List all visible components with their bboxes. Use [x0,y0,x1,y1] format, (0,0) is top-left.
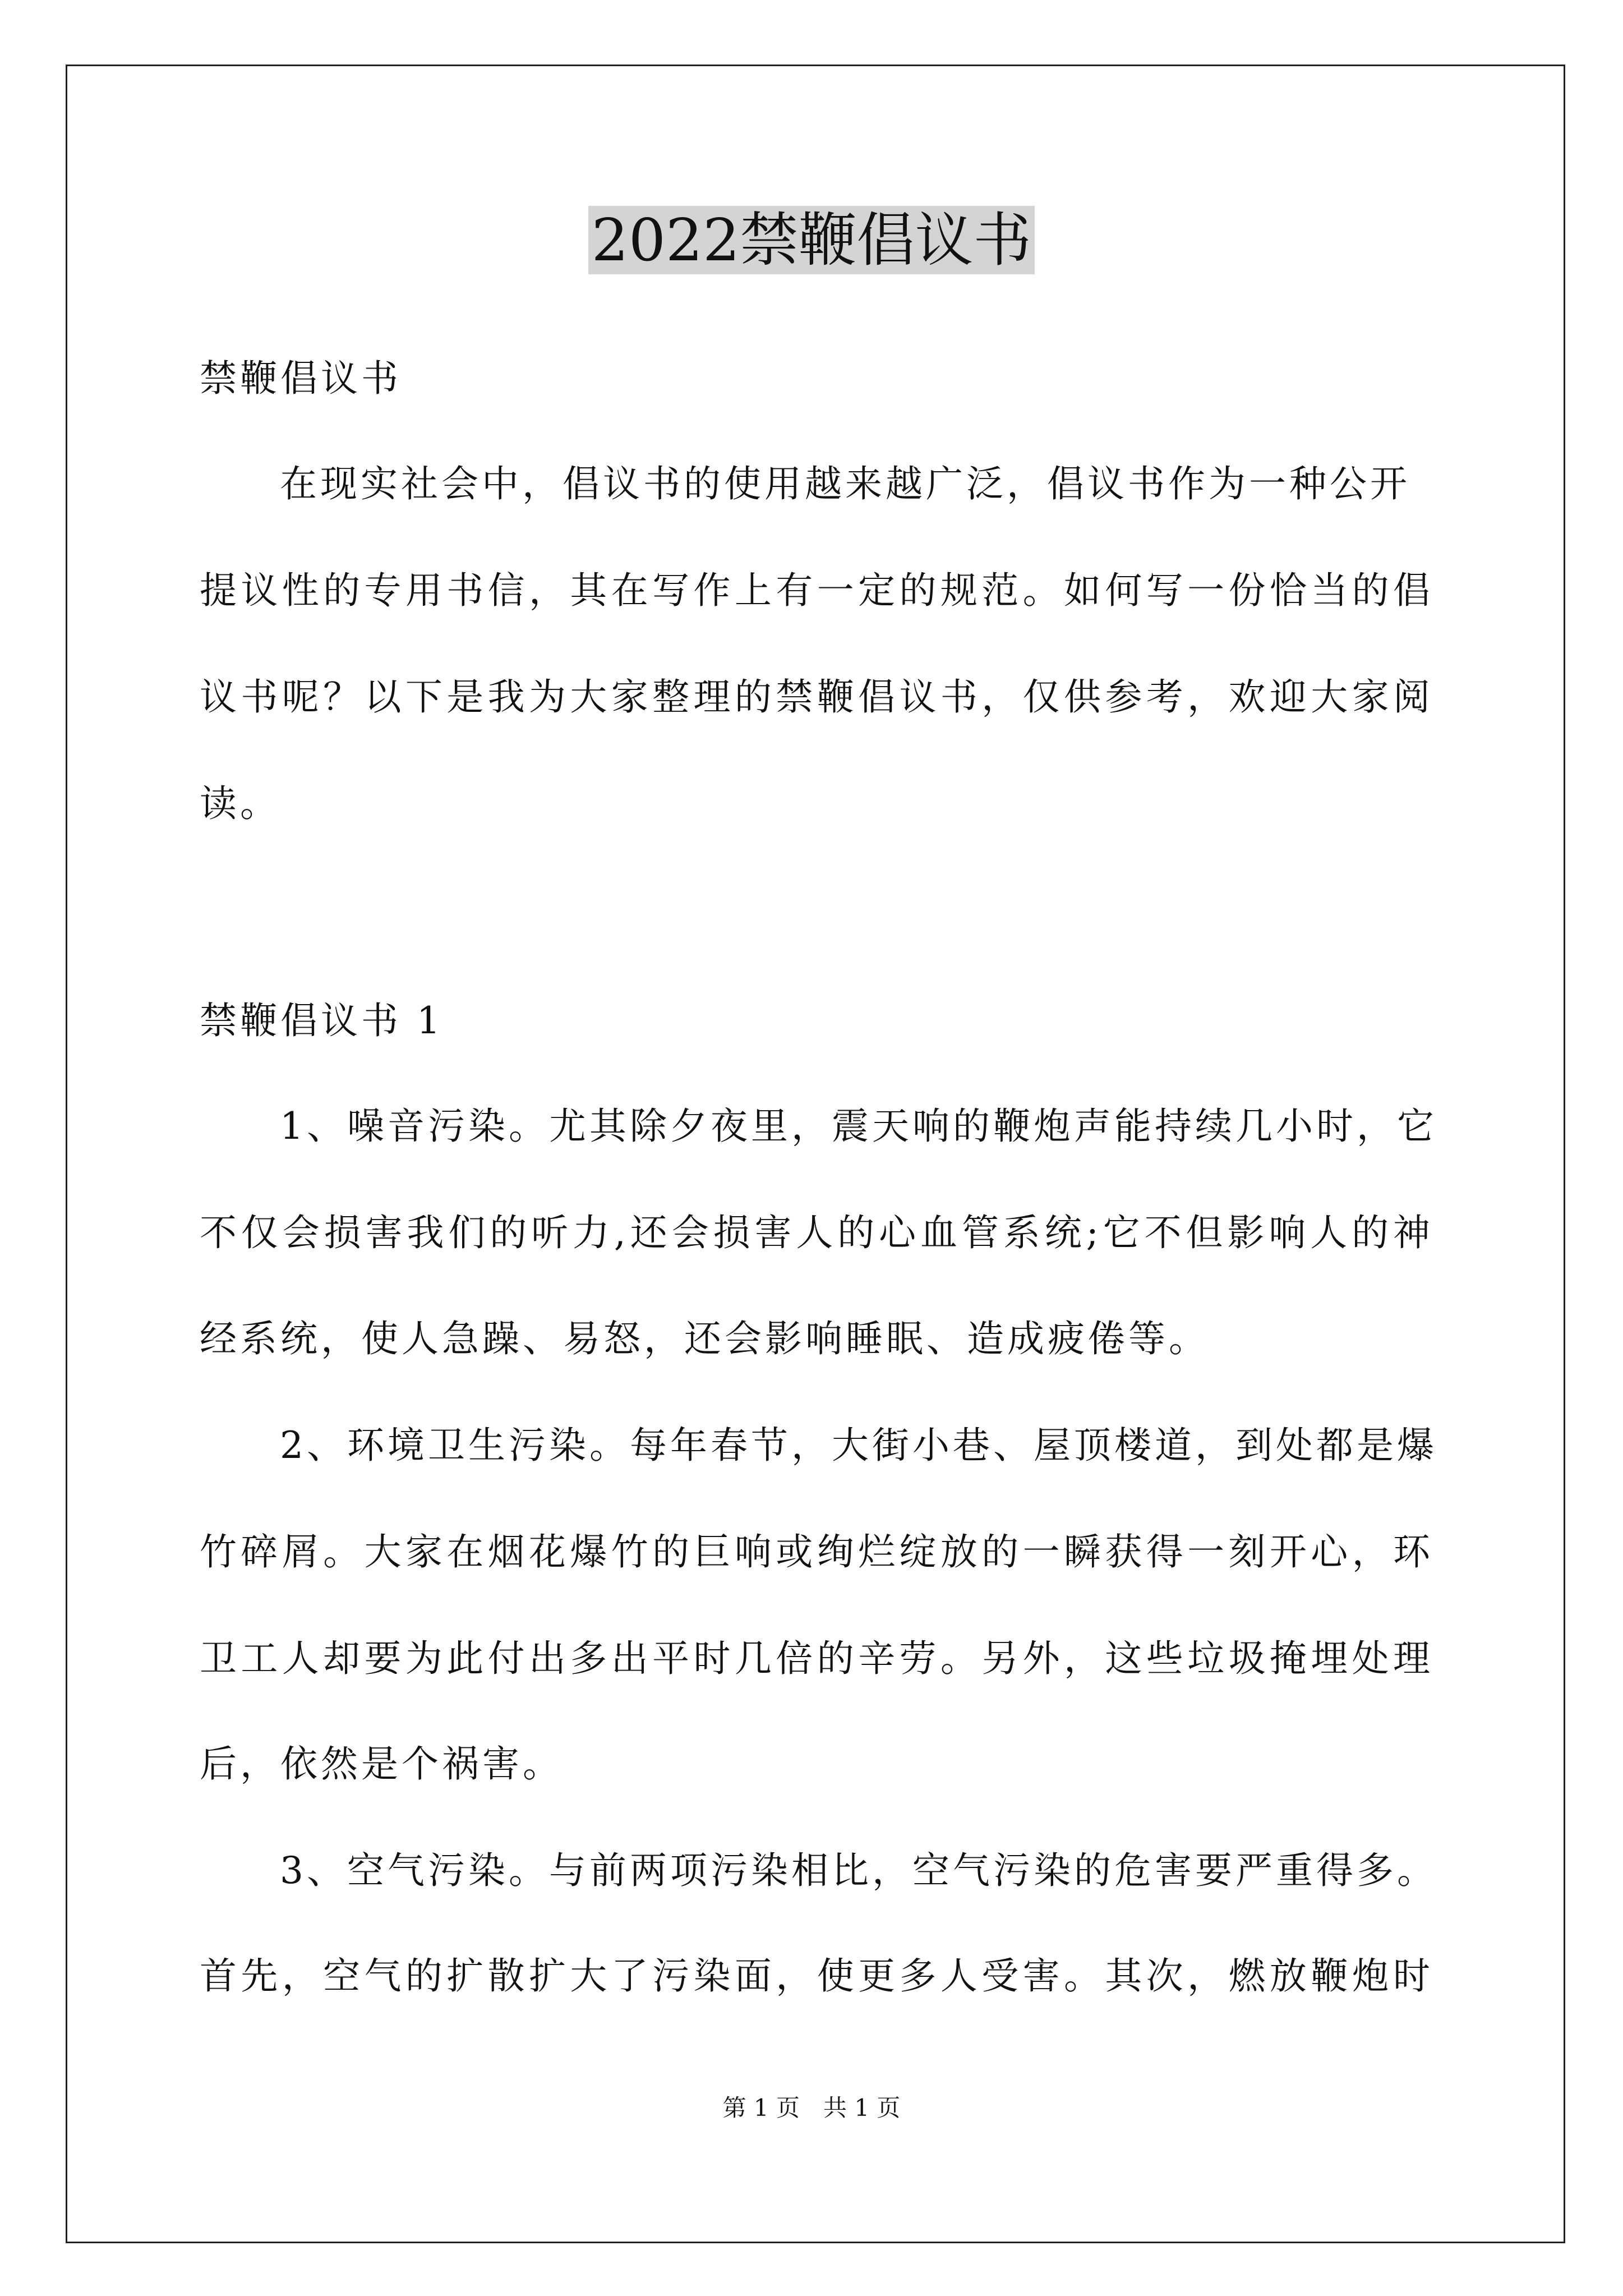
item2-line: 后，依然是个祸害。 [200,1742,563,1786]
page-total: 共 1 页 [823,2094,901,2122]
intro-line: 议书呢？以下是我为大家整理的禁鞭倡议书，仅供参考，欢迎大家阅 [200,675,1433,719]
document-title [0,201,1623,279]
section-heading: 禁鞭倡议书 1 [200,999,444,1042]
item1-line: 经系统，使人急躁、易怒，还会影响睡眠、造成疲倦等。 [200,1317,1209,1360]
page-number: 第 1 页 [722,2094,800,2122]
item1-line: 不仅会损害我们的听力,还会损害人的心血管系统;它不但影响人的神 [200,1211,1433,1254]
item3-line: 首先，空气的扩散扩大了污染面，使更多人受害。其次，燃放鞭炮时 [200,1954,1433,1998]
subtitle: 禁鞭倡议书 [200,357,402,400]
item3-line: 3、空气污染。与前两项污染相比，空气污染的危害要严重得多。 [280,1849,1437,1892]
intro-line: 提议性的专用书信，其在写作上有一定的规范。如何写一份恰当的倡 [200,569,1433,612]
item2-line: 竹碎屑。大家在烟花爆竹的巨响或绚烂绽放的一瞬获得一刻开心，环 [200,1530,1433,1573]
item2-line: 2、环境卫生污染。每年春节，大街小巷、屋顶楼道，到处都是爆 [280,1424,1437,1467]
document-title-text: 2022禁鞭倡议书 [588,206,1035,274]
item1-line: 1、噪音污染。尤其除夕夜里，震天响的鞭炮声能持续几小时，它 [280,1105,1437,1148]
intro-line: 在现实社会中，倡议书的使用越来越广泛，倡议书作为一种公开 [280,462,1410,505]
page-footer [0,2091,1623,2125]
item2-line: 卫工人却要为此付出多出平时几倍的辛劳。另外，这些垃圾掩埋处理 [200,1637,1433,1680]
intro-line: 读。 [200,782,280,825]
